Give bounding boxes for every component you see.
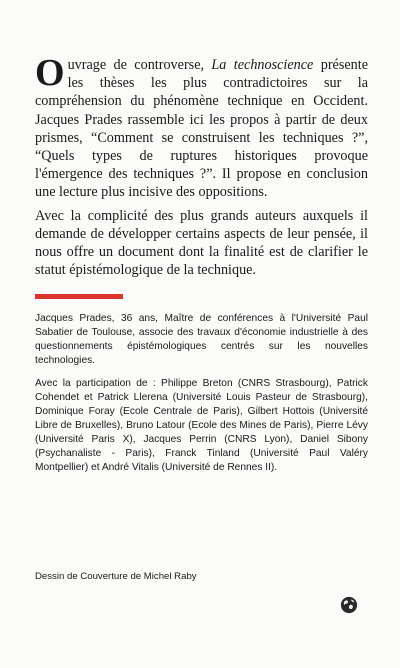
summary-paragraph-1 bbox=[35, 52, 369, 202]
cover-credit: Dessin de Couverture de Michel Raby bbox=[35, 571, 197, 582]
summary-body: présente les thèses les plus contradictoires sur la compréhension du phénomène technique en Occident. Jacques Prades rassemble ici les propos à partir de deux prismes, “Comment se construisent les techniques ?”, “Quels types de ruptures historiques provoque l'émergence des techniques ?”. Il propose en conclusion une lecture plus incisive des oppositions. bbox=[35, 57, 369, 201]
summary-paragraph-2: Avec la complicité des plus grands auteurs auxquels il demande de développer certains aspects de leur pensée, il nous offre un document dont la finalité est de clarifier le statut épistémologique de la technique. bbox=[35, 207, 368, 279]
participants-list: Avec la participation de : Philippe Breton (CNRS Strasbourg), Patrick Cohendet et Patrick Llerena (Université Louis Pasteur de Strasbourg), Dominique Foray (Ecole Centrale de Paris), Gilbert Hottois (Université Libre de Bruxelles), Bruno Latour (Ecole des Mines de Paris), Pierre Lévy (Université Paris X), Jacques Perrin (CNRS Lyon), Daniel Sibony (Psychanaliste - Paris), Franck Tinland (Université Paul Valéry Montpellier) et André Vitalis (Université de Rennes II). bbox=[35, 378, 368, 473]
accent-divider bbox=[35, 294, 123, 299]
summary-lead: uvrage de controverse, bbox=[67, 57, 212, 73]
summary-text bbox=[35, 52, 369, 279]
author-bio: Jacques Prades, 36 ans, Maître de conférences à l'Université Paul Sabatier de Toulouse, associe des travaux d'économie industrielle à des questionnements épistémologiques centrés sur les nouvelles technologies. bbox=[35, 313, 368, 366]
globe-icon bbox=[340, 596, 358, 614]
drop-cap: O bbox=[35, 52, 65, 94]
book-title: La technoscience bbox=[211, 57, 314, 73]
